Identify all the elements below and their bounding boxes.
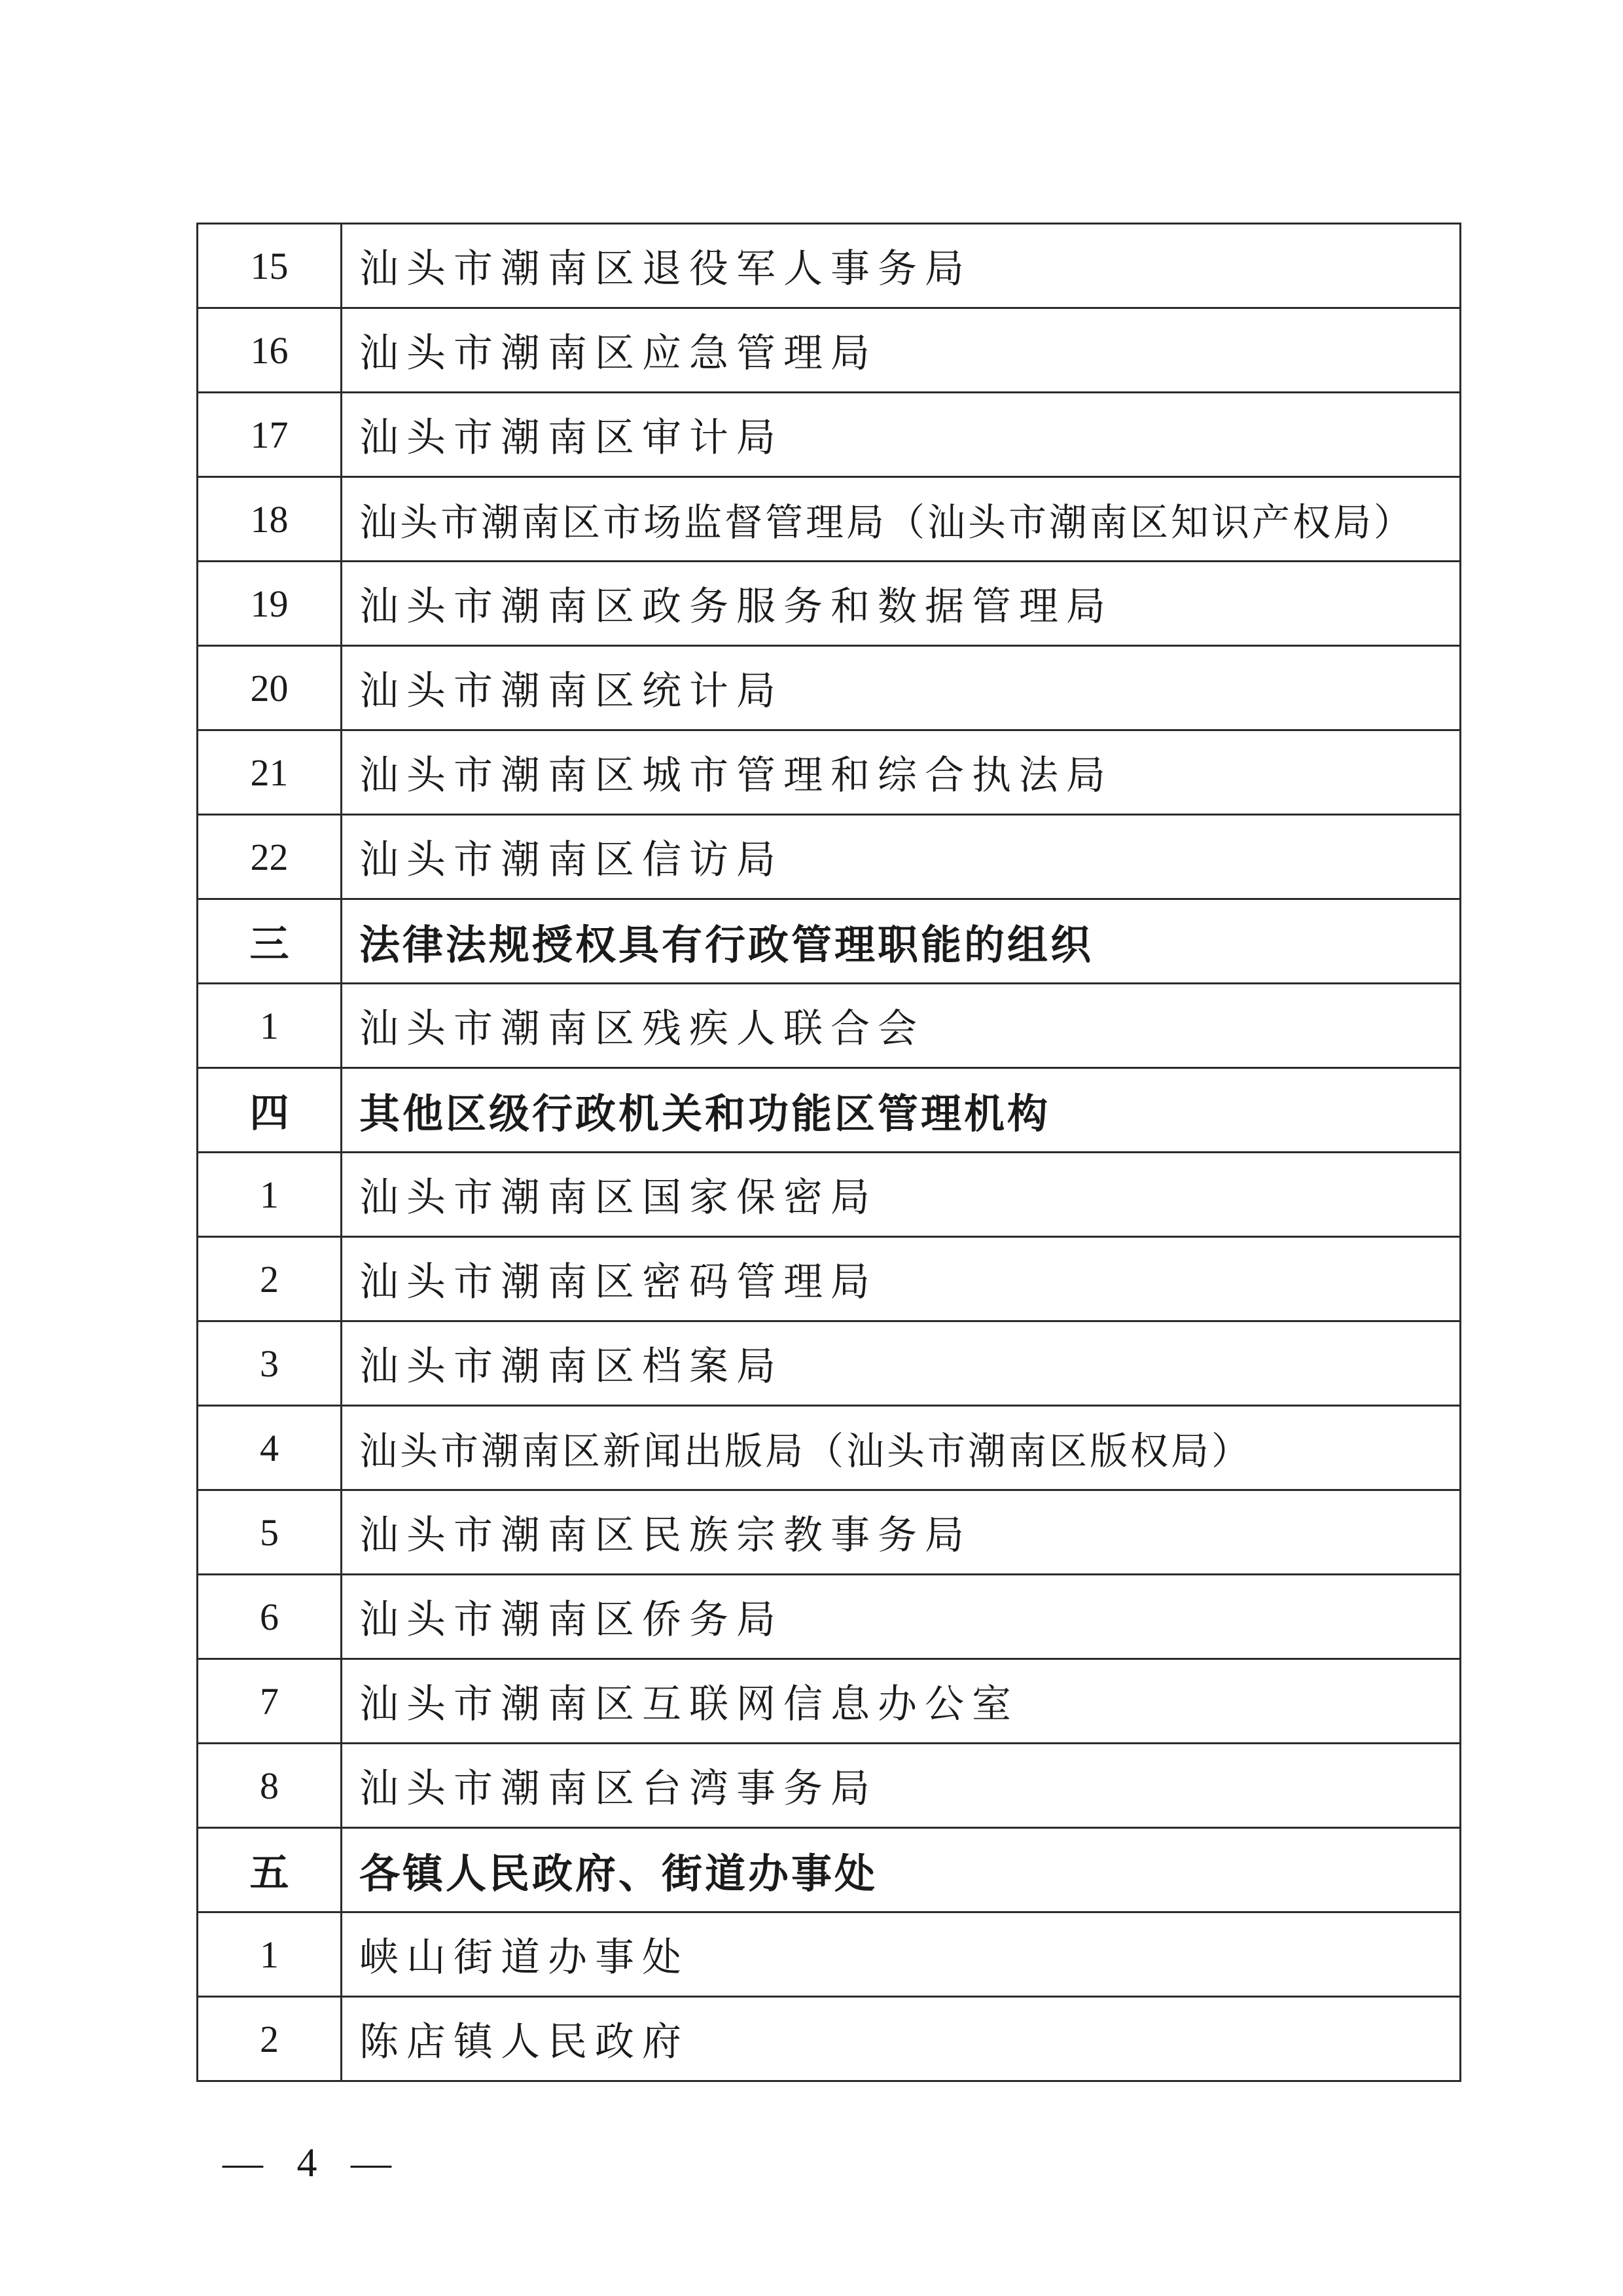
table-row — [198, 984, 1461, 1068]
table-row — [198, 1321, 1461, 1406]
organization-name: 汕头市潮南区信访局 — [342, 815, 1461, 899]
table-row — [198, 308, 1461, 393]
organization-name: 陈店镇人民政府 — [342, 1997, 1461, 2081]
organization-name: 汕头市潮南区退役军人事务局 — [342, 224, 1461, 308]
section-title: 其他区级行政机关和功能区管理机构 — [342, 1068, 1461, 1153]
table-row — [198, 1490, 1461, 1575]
row-number: 1 — [198, 1912, 342, 1997]
row-number: 1 — [198, 1153, 342, 1237]
table-row — [198, 815, 1461, 899]
table-row — [198, 1237, 1461, 1321]
organization-name: 汕头市潮南区残疾人联合会 — [342, 984, 1461, 1068]
row-number: 16 — [198, 308, 342, 393]
organization-table — [196, 223, 1461, 2082]
table-row — [198, 646, 1461, 730]
row-number: 6 — [198, 1575, 342, 1659]
organization-name: 峡山街道办事处 — [342, 1912, 1461, 1997]
organization-name: 汕头市潮南区市场监督管理局（汕头市潮南区知识产权局） — [342, 477, 1461, 562]
organization-name: 汕头市潮南区档案局 — [342, 1321, 1461, 1406]
table-row — [198, 1406, 1461, 1490]
row-number: 3 — [198, 1321, 342, 1406]
row-number: 1 — [198, 984, 342, 1068]
row-number: 22 — [198, 815, 342, 899]
row-number: 8 — [198, 1744, 342, 1828]
section-title: 法律法规授权具有行政管理职能的组织 — [342, 899, 1461, 984]
table-row — [198, 1153, 1461, 1237]
table-row — [198, 477, 1461, 562]
organization-name: 汕头市潮南区密码管理局 — [342, 1237, 1461, 1321]
table-row — [198, 224, 1461, 308]
table-row — [198, 1575, 1461, 1659]
row-number: 7 — [198, 1659, 342, 1744]
table-row — [198, 393, 1461, 477]
organization-name: 汕头市潮南区城市管理和综合执法局 — [342, 730, 1461, 815]
organization-name: 汕头市潮南区民族宗教事务局 — [342, 1490, 1461, 1575]
table-row — [198, 562, 1461, 646]
row-number: 18 — [198, 477, 342, 562]
row-number: 5 — [198, 1490, 342, 1575]
table-row — [198, 1912, 1461, 1997]
organization-name: 汕头市潮南区台湾事务局 — [342, 1744, 1461, 1828]
organization-name: 汕头市潮南区互联网信息办公室 — [342, 1659, 1461, 1744]
table-row — [198, 1659, 1461, 1744]
section-title: 各镇人民政府、街道办事处 — [342, 1828, 1461, 1912]
organization-name: 汕头市潮南区应急管理局 — [342, 308, 1461, 393]
organization-name: 汕头市潮南区侨务局 — [342, 1575, 1461, 1659]
table-row — [198, 1997, 1461, 2081]
section-header-row — [198, 899, 1461, 984]
row-number: 2 — [198, 1237, 342, 1321]
row-number: 4 — [198, 1406, 342, 1490]
organization-table-body — [198, 224, 1461, 2081]
organization-name: 汕头市潮南区国家保密局 — [342, 1153, 1461, 1237]
row-number: 2 — [198, 1997, 342, 2081]
row-number: 17 — [198, 393, 342, 477]
section-number: 三 — [198, 899, 342, 984]
row-number: 19 — [198, 562, 342, 646]
section-header-row — [198, 1068, 1461, 1153]
section-header-row — [198, 1828, 1461, 1912]
organization-name: 汕头市潮南区审计局 — [342, 393, 1461, 477]
page-number: — 4 — — [223, 2141, 403, 2185]
organization-name: 汕头市潮南区政务服务和数据管理局 — [342, 562, 1461, 646]
table-row — [198, 1744, 1461, 1828]
section-number: 五 — [198, 1828, 342, 1912]
organization-name: 汕头市潮南区统计局 — [342, 646, 1461, 730]
organization-name: 汕头市潮南区新闻出版局（汕头市潮南区版权局） — [342, 1406, 1461, 1490]
section-number: 四 — [198, 1068, 342, 1153]
row-number: 15 — [198, 224, 342, 308]
row-number: 20 — [198, 646, 342, 730]
table-row — [198, 730, 1461, 815]
row-number: 21 — [198, 730, 342, 815]
